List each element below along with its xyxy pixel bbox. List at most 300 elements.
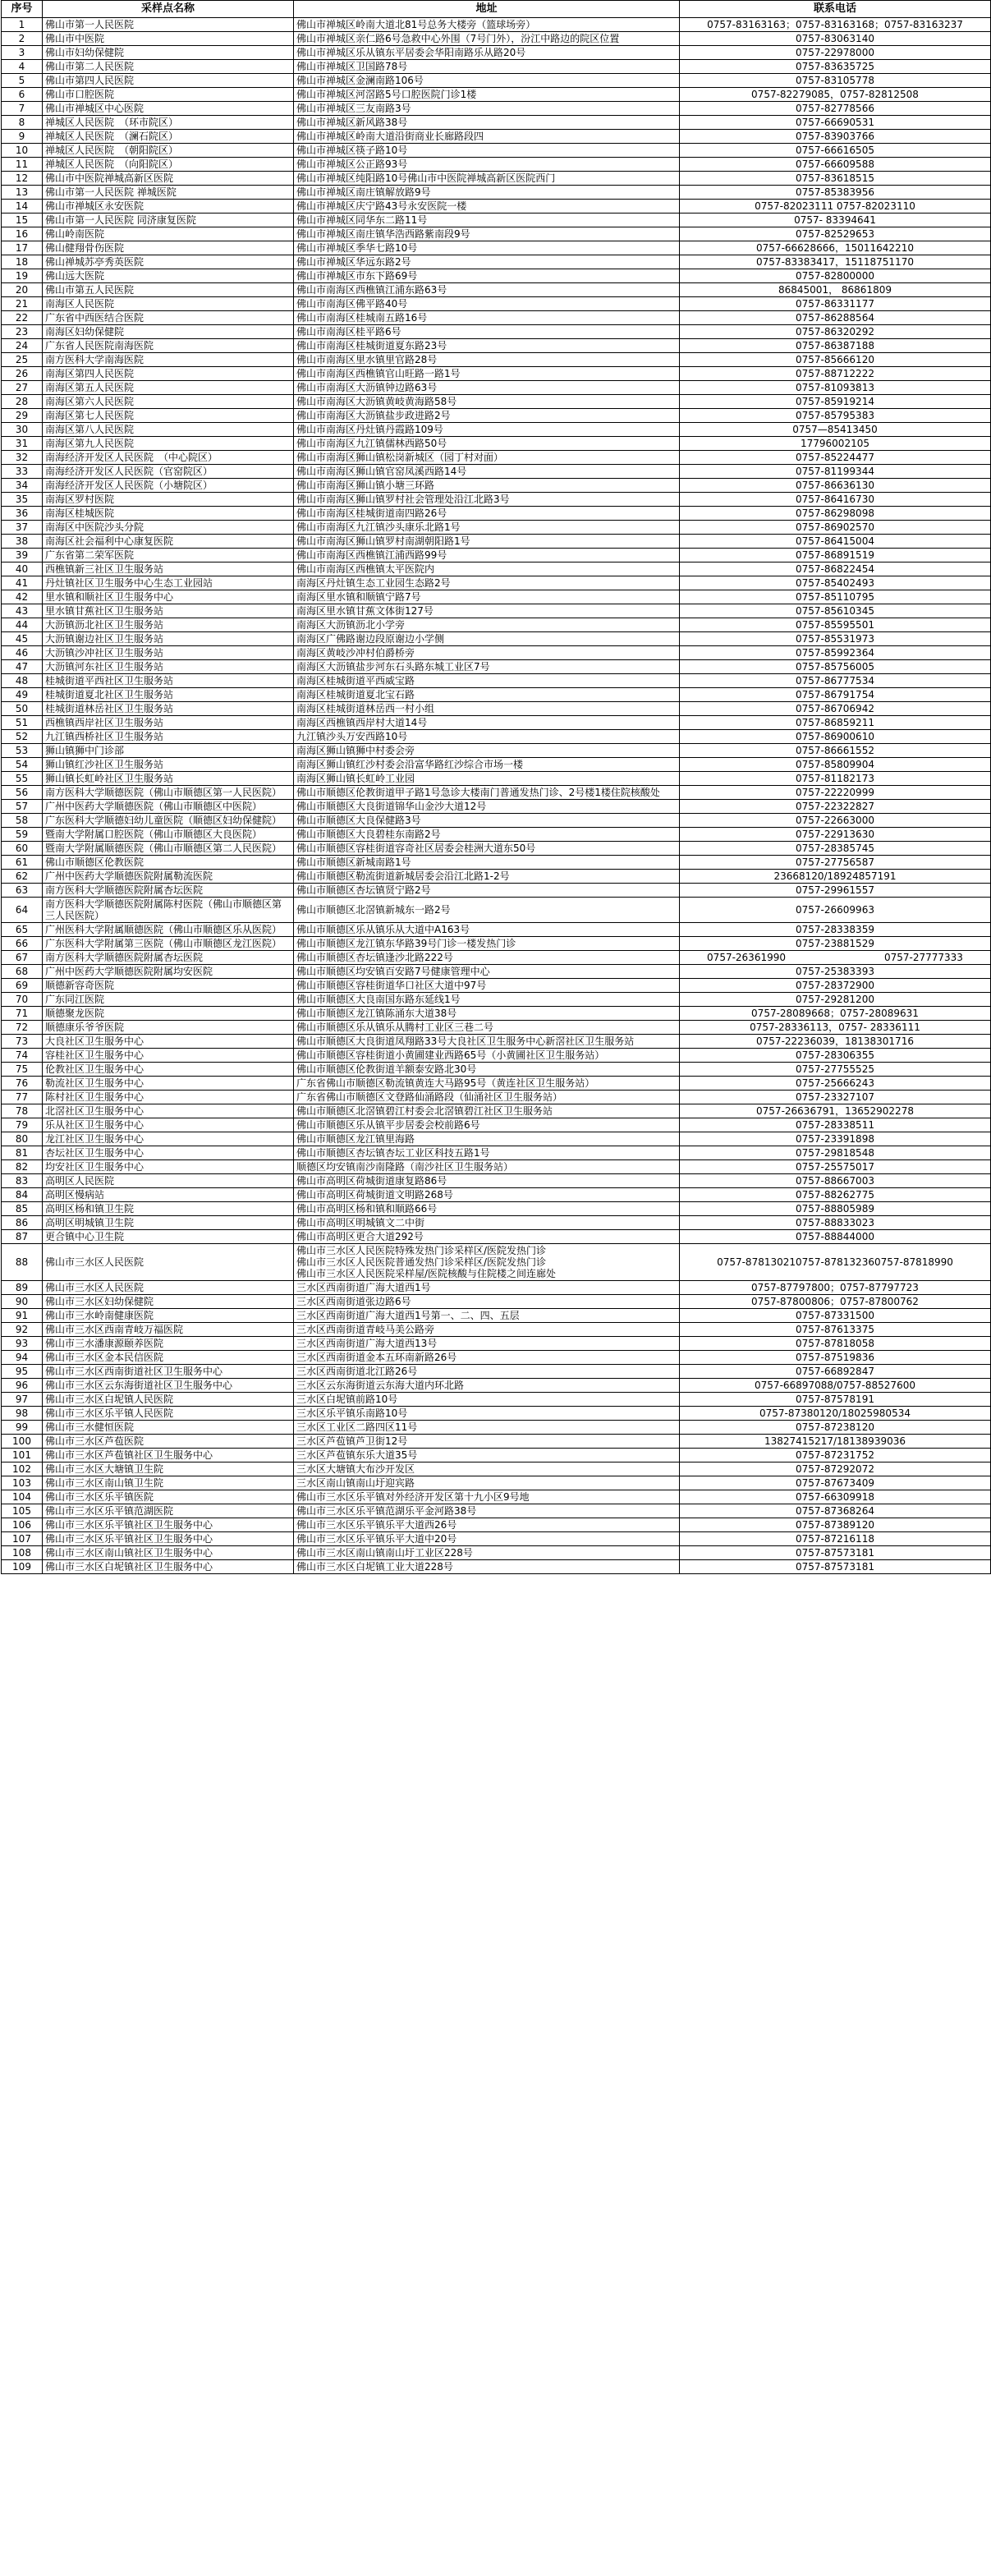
site-address: 佛山市禅城区同华东二路11号 — [294, 214, 680, 227]
site-phone: 0757-85595501 — [680, 618, 991, 632]
row-index: 88 — [2, 1244, 43, 1281]
site-phone: 0757-88262775 — [680, 1188, 991, 1202]
site-name: 佛山市口腔医院 — [43, 88, 294, 102]
header-row — [2, 1, 991, 18]
site-address: 三水区大塘镇大布沙开发区 — [294, 1462, 680, 1476]
table-row — [2, 1091, 991, 1104]
site-name: 广东省中西医结合医院 — [43, 311, 294, 325]
row-index: 52 — [2, 730, 43, 744]
table-row — [2, 255, 991, 269]
site-phone: 0757-87800806；0757-87800762 — [680, 1295, 991, 1309]
site-name: 佛山市三水区人民医院 — [43, 1281, 294, 1295]
site-name: 佛山市第一人民医院 — [43, 18, 294, 32]
row-index: 107 — [2, 1532, 43, 1546]
site-address: 三水区芦苞镇东乐大道35号 — [294, 1449, 680, 1462]
site-address: 佛山市南海区西樵镇江浦西路99号 — [294, 549, 680, 562]
site-address: 佛山市南海区西樵镇太平医院内 — [294, 562, 680, 576]
site-name: 南海区第四人民医院 — [43, 367, 294, 381]
site-phone: 0757-87380120/18025980534 — [680, 1407, 991, 1421]
site-name: 佛山市三水潘康源颐养医院 — [43, 1337, 294, 1351]
site-name: 佛山岭南医院 — [43, 227, 294, 241]
site-name: 龙江社区卫生服务中心 — [43, 1132, 294, 1146]
site-name: 乐从社区卫生服务中心 — [43, 1118, 294, 1132]
site-address: 佛山市南海区大沥镇黄岐黄海路58号 — [294, 395, 680, 409]
site-phone: 0757-66690531 — [680, 116, 991, 130]
site-phone: 0757-82023111 0757-82023110 — [680, 200, 991, 214]
table-row — [2, 311, 991, 325]
site-address: 三水区白坭镇前路10号 — [294, 1393, 680, 1407]
site-address: 南海区狮山镇红沙村委会沿富华路红沙综合市场一楼 — [294, 758, 680, 772]
row-index: 28 — [2, 395, 43, 409]
table-row — [2, 1077, 991, 1091]
site-phone: 0757-29961557 — [680, 884, 991, 898]
row-index: 30 — [2, 423, 43, 437]
site-address: 佛山市禅城区季华七路10号 — [294, 241, 680, 255]
site-address: 佛山市顺德区均安镇百安路7号健康管理中心 — [294, 965, 680, 979]
row-index: 47 — [2, 660, 43, 674]
site-address: 佛山市南海区九江镇儒林西路50号 — [294, 437, 680, 451]
site-name: 南海区第五人民医院 — [43, 381, 294, 395]
site-phone: 0757-81093813 — [680, 381, 991, 395]
site-address: 佛山市禅城区卫国路78号 — [294, 60, 680, 74]
row-index: 77 — [2, 1091, 43, 1104]
table-row — [2, 395, 991, 409]
row-index: 69 — [2, 979, 43, 993]
site-phone: 0757-82800000 — [680, 269, 991, 283]
site-phone: 13827415217/18138939036 — [680, 1435, 991, 1449]
site-name: 南海区第八人民医院 — [43, 423, 294, 437]
table-row — [2, 674, 991, 688]
site-address: 三水区西南街道广海大道西1号 — [294, 1281, 680, 1295]
row-index: 16 — [2, 227, 43, 241]
site-name: 佛山市三水区西南青岐万福医院 — [43, 1323, 294, 1337]
row-index: 82 — [2, 1160, 43, 1174]
site-name: 南方医科大学顺德医院附属杏坛医院 — [43, 951, 294, 965]
site-address: 三水区西南街道广海大道西13号 — [294, 1337, 680, 1351]
site-address: 佛山市顺德区龙江镇东华路39号门诊一楼发热门诊 — [294, 937, 680, 951]
site-address: 南海区桂城街道平西威宝路 — [294, 674, 680, 688]
site-phone: 0757-28306355 — [680, 1049, 991, 1063]
site-phone: 0757-87818058 — [680, 1337, 991, 1351]
table-row — [2, 590, 991, 604]
site-name: 佛山市妇幼保健院 — [43, 46, 294, 60]
table-row — [2, 479, 991, 493]
table-row — [2, 60, 991, 74]
site-name: 南海经济开发区人民医院（小塘院区） — [43, 479, 294, 493]
row-index: 80 — [2, 1132, 43, 1146]
site-phone: 0757-87578191 — [680, 1393, 991, 1407]
site-address: 佛山市南海区桂城街道夏东路23号 — [294, 339, 680, 353]
site-name: 佛山市三水区芦苞医院 — [43, 1435, 294, 1449]
site-name: 佛山市中医院禅城高新区医院 — [43, 172, 294, 186]
site-name: 大沥镇谢边社区卫生服务站 — [43, 632, 294, 646]
site-phone: 0757-82529653 — [680, 227, 991, 241]
table-row — [2, 1351, 991, 1365]
site-address: 九江镇沙头万安西路10号 — [294, 730, 680, 744]
row-index: 20 — [2, 283, 43, 297]
row-index: 99 — [2, 1421, 43, 1435]
site-phone: 0757-27755525 — [680, 1063, 991, 1077]
row-index: 62 — [2, 870, 43, 884]
site-address: 佛山市禅城区庆宁路43号永安医院一楼 — [294, 200, 680, 214]
site-name: 佛山市第一人民医院 同济康复医院 — [43, 214, 294, 227]
table-row — [2, 618, 991, 632]
row-index: 43 — [2, 604, 43, 618]
site-name: 佛山健翔骨伤医院 — [43, 241, 294, 255]
site-address: 佛山市高明区杨和镇和顺路66号 — [294, 1202, 680, 1216]
table-row — [2, 1323, 991, 1337]
table-row — [2, 1244, 991, 1281]
row-index: 49 — [2, 688, 43, 702]
site-name: 顺德新容奇医院 — [43, 979, 294, 993]
row-index: 33 — [2, 465, 43, 479]
site-address: 佛山市南海区佛平路40号 — [294, 297, 680, 311]
table-row — [2, 1421, 991, 1435]
table-header — [2, 1, 991, 18]
site-name: 佛山市三水区云东海街道社区卫生服务中心 — [43, 1379, 294, 1393]
table-row — [2, 297, 991, 311]
site-phone: 0757-86415004 — [680, 535, 991, 549]
table-row — [2, 32, 991, 46]
row-index: 85 — [2, 1202, 43, 1216]
site-name: 佛山市三水区芦苞镇社区卫生服务中心 — [43, 1449, 294, 1462]
site-address: 佛山市顺德区乐从镇平步居委会校前路6号 — [294, 1118, 680, 1132]
row-index: 103 — [2, 1476, 43, 1490]
site-address: 佛山市顺德区北滘镇碧江村委会北滘镇碧江社区卫生服务站 — [294, 1104, 680, 1118]
table-row — [2, 979, 991, 993]
site-name: 佛山市三水区乐平镇范湖医院 — [43, 1504, 294, 1518]
table-body — [2, 18, 991, 1574]
site-phone: 0757-26609963 — [680, 898, 991, 923]
row-index: 90 — [2, 1295, 43, 1309]
site-phone: 0757-86636130 — [680, 479, 991, 493]
site-name: 顺德康乐爷爷医院 — [43, 1021, 294, 1035]
site-address: 佛山市南海区西樵镇江浦东路63号 — [294, 283, 680, 297]
site-name: 佛山市第五人民医院 — [43, 283, 294, 297]
table-row — [2, 18, 991, 32]
row-index: 106 — [2, 1518, 43, 1532]
row-index: 15 — [2, 214, 43, 227]
site-name: 广东同江医院 — [43, 993, 294, 1007]
site-phone: 0757-88712222 — [680, 367, 991, 381]
row-index: 95 — [2, 1365, 43, 1379]
site-name: 高明区明城镇卫生院 — [43, 1216, 294, 1230]
site-name: 南海区罗村医院 — [43, 493, 294, 507]
site-phone-line: 0757-87813021 — [717, 1256, 796, 1268]
table-row — [2, 339, 991, 353]
site-name: 狮山镇红沙社区卫生服务站 — [43, 758, 294, 772]
site-phone: 0757-86416730 — [680, 493, 991, 507]
site-address: 佛山市南海区桂城街道南四路26号 — [294, 507, 680, 521]
row-index: 24 — [2, 339, 43, 353]
site-name: 西樵镇新三社区卫生服务站 — [43, 562, 294, 576]
site-phone: 0757-86706942 — [680, 702, 991, 716]
site-address: 佛山市顺德区杏坛镇贤宁路2号 — [294, 884, 680, 898]
site-name: 狮山镇长虹岭社区卫生服务站 — [43, 772, 294, 786]
site-name: 南方医科大学顺德医院（佛山市顺德区第一人民医院） — [43, 786, 294, 800]
site-name: 禅城区人民医院 （向阳院区） — [43, 158, 294, 172]
table-row — [2, 1118, 991, 1132]
site-phone: 0757-83163163；0757-83163168；0757-83163237 — [680, 18, 991, 32]
site-name: 桂城街道平西社区卫生服务站 — [43, 674, 294, 688]
site-phone: 0757-66609588 — [680, 158, 991, 172]
table-row — [2, 1449, 991, 1462]
site-name: 佛山市第四人民医院 — [43, 74, 294, 88]
site-phone: 0757-85795383 — [680, 409, 991, 423]
site-phone: 0757-23391898 — [680, 1132, 991, 1146]
site-address: 佛山市三水区乐平镇乐平大道西26号 — [294, 1518, 680, 1532]
site-phone: 0757-66616505 — [680, 144, 991, 158]
table-row — [2, 898, 991, 923]
row-index: 32 — [2, 451, 43, 465]
table-row — [2, 1504, 991, 1518]
table-row — [2, 465, 991, 479]
site-phone: 0757-81182173 — [680, 772, 991, 786]
row-index: 56 — [2, 786, 43, 800]
table-row — [2, 870, 991, 884]
site-phone: 0757-22978000 — [680, 46, 991, 60]
site-phone: 0757-86331177 — [680, 297, 991, 311]
site-name: 佛山市三水区白坭镇人民医院 — [43, 1393, 294, 1407]
site-address: 佛山市南海区桂城南五路16号 — [294, 311, 680, 325]
row-index: 66 — [2, 937, 43, 951]
row-index: 54 — [2, 758, 43, 772]
col-header-address: 地址 — [294, 1, 680, 18]
site-phone: 17796002105 — [680, 437, 991, 451]
site-address: 佛山市禅城区公正路93号 — [294, 158, 680, 172]
row-index: 72 — [2, 1021, 43, 1035]
row-index: 74 — [2, 1049, 43, 1063]
site-phone: 0757-87573181 — [680, 1546, 991, 1560]
table-row — [2, 1174, 991, 1188]
row-index: 73 — [2, 1035, 43, 1049]
row-index: 14 — [2, 200, 43, 214]
site-address: 佛山市禅城区南庄镇华浩西路紫南段9号 — [294, 227, 680, 241]
table-row — [2, 158, 991, 172]
table-row — [2, 1216, 991, 1230]
site-phone: 0757-87292072 — [680, 1462, 991, 1476]
site-address: 南海区桂城街道夏北宝石路 — [294, 688, 680, 702]
table-row — [2, 130, 991, 144]
table-row — [2, 1132, 991, 1146]
site-phone: 0757-22663000 — [680, 814, 991, 828]
site-name: 南海经济开发区人民医院（官窑院区） — [43, 465, 294, 479]
site-address: 南海区广佛路谢边段原谢边小学侧 — [294, 632, 680, 646]
table-row — [2, 800, 991, 814]
site-name: 佛山市三水区乐平镇人民医院 — [43, 1407, 294, 1421]
site-phone: 0757-87238120 — [680, 1421, 991, 1435]
table-row — [2, 576, 991, 590]
site-name: 广州中医药大学顺德医院（佛山市顺德区中医院） — [43, 800, 294, 814]
table-row — [2, 116, 991, 130]
table-row — [2, 1379, 991, 1393]
row-index: 79 — [2, 1118, 43, 1132]
row-index: 51 — [2, 716, 43, 730]
site-address: 三水区乐平镇乐南路10号 — [294, 1407, 680, 1421]
site-address: 佛山市南海区狮山镇罗村社会管理处沿江北路3号 — [294, 493, 680, 507]
row-index: 40 — [2, 562, 43, 576]
site-address: 佛山市顺德区杏坛镇逢沙北路222号 — [294, 951, 680, 965]
row-index: 108 — [2, 1546, 43, 1560]
table-row — [2, 549, 991, 562]
site-address: 佛山市南海区狮山镇松岗新城区（园丁村对面） — [294, 451, 680, 465]
site-address-line: 佛山市三水区人民医院采样屋/医院核酸与住院楼之间连廊处 — [296, 1268, 557, 1279]
site-phone: 0757-88667003 — [680, 1174, 991, 1188]
site-phone: 0757-86661552 — [680, 744, 991, 758]
site-phone: 0757-85756005 — [680, 660, 991, 674]
row-index: 31 — [2, 437, 43, 451]
table-row — [2, 772, 991, 786]
site-phone: 0757-86387188 — [680, 339, 991, 353]
site-name: 禅城区人民医院 （朝阳院区） — [43, 144, 294, 158]
row-index: 71 — [2, 1007, 43, 1021]
sampling-sites-table — [1, 0, 991, 1574]
site-name: 高明区慢病站 — [43, 1188, 294, 1202]
table-row — [2, 993, 991, 1007]
table-row — [2, 1393, 991, 1407]
site-phone — [680, 1244, 991, 1281]
row-index: 37 — [2, 521, 43, 535]
site-address: 佛山市南海区狮山镇小塘三环路 — [294, 479, 680, 493]
site-name: 南海区第九人民医院 — [43, 437, 294, 451]
site-phone: 0757-87613375 — [680, 1323, 991, 1337]
site-phone: 0757-28372900 — [680, 979, 991, 993]
site-name: 佛山市三水区大塘镇卫生院 — [43, 1462, 294, 1476]
row-index: 27 — [2, 381, 43, 395]
site-name: 西樵镇西岸社区卫生服务站 — [43, 716, 294, 730]
row-index: 21 — [2, 297, 43, 311]
site-phone: 0757-85666120 — [680, 353, 991, 367]
site-phone: 0757-85809904 — [680, 758, 991, 772]
site-phone: 0757-86298098 — [680, 507, 991, 521]
row-index: 35 — [2, 493, 43, 507]
site-phone: 0757-66892847 — [680, 1365, 991, 1379]
site-phone: 0757-86822454 — [680, 562, 991, 576]
row-index: 98 — [2, 1407, 43, 1421]
row-index: 101 — [2, 1449, 43, 1462]
site-name: 桂城街道林岳社区卫生服务站 — [43, 702, 294, 716]
site-name: 广东省人民医院南海医院 — [43, 339, 294, 353]
site-address: 三水区西南街道青岐马美公路旁 — [294, 1323, 680, 1337]
site-phone: 0757-23327107 — [680, 1091, 991, 1104]
table-row — [2, 1435, 991, 1449]
row-index: 8 — [2, 116, 43, 130]
site-phone: 0757-28338511 — [680, 1118, 991, 1132]
table-row — [2, 172, 991, 186]
site-address: 佛山市南海区大沥镇盐步政进路2号 — [294, 409, 680, 423]
site-name: 南海经济开发区人民医院 （中心院区） — [43, 451, 294, 465]
site-address: 三水区工业区二路四区11号 — [294, 1421, 680, 1435]
row-index: 5 — [2, 74, 43, 88]
site-address: 佛山市顺德区乐从镇乐从大道中A163号 — [294, 923, 680, 937]
site-phone: 0757—85413450 — [680, 423, 991, 437]
table-row — [2, 1407, 991, 1421]
site-name: 桂城街道夏北社区卫生服务站 — [43, 688, 294, 702]
site-phone: 0757-88844000 — [680, 1230, 991, 1244]
table-row — [2, 241, 991, 255]
table-row — [2, 1560, 991, 1574]
site-address: 佛山市禅城区亲仁路6号急救中心外围（7号门外），汾江中路边的院区位置 — [294, 32, 680, 46]
site-phone: 0757-28336113，0757- 28336111 — [680, 1021, 991, 1035]
table-row — [2, 381, 991, 395]
col-header-index: 序号 — [2, 1, 43, 18]
table-row — [2, 1104, 991, 1118]
site-address: 佛山市南海区西樵镇官山旺路一路1号 — [294, 367, 680, 381]
site-address: 佛山市顺德区龙江镇里海路 — [294, 1132, 680, 1146]
row-index: 38 — [2, 535, 43, 549]
row-index: 92 — [2, 1323, 43, 1337]
table-row — [2, 1518, 991, 1532]
table-row — [2, 965, 991, 979]
table-row — [2, 1462, 991, 1476]
row-index: 87 — [2, 1230, 43, 1244]
row-index: 11 — [2, 158, 43, 172]
row-index: 41 — [2, 576, 43, 590]
site-address: 佛山市顺德区新城南路1号 — [294, 856, 680, 870]
table-row — [2, 507, 991, 521]
site-address: 佛山市禅城区华远东路2号 — [294, 255, 680, 269]
row-index: 19 — [2, 269, 43, 283]
site-address: 顺德区均安镇南沙南隆路（南沙社区卫生服务站） — [294, 1160, 680, 1174]
site-phone: 0757-25575017 — [680, 1160, 991, 1174]
table-row — [2, 604, 991, 618]
site-address: 佛山市顺德区乐从镇乐从腾村工业区三巷二号 — [294, 1021, 680, 1035]
site-name: 南海区人民医院 — [43, 297, 294, 311]
site-address: 佛山市禅城区南庄镇解放路9号 — [294, 186, 680, 200]
site-phone: 0757-83383417，15118751170 — [680, 255, 991, 269]
site-address: 广东省佛山市顺德区勒流镇黄连大马路95号（黄连社区卫生服务站） — [294, 1077, 680, 1091]
site-name: 佛山市三水区金本民信医院 — [43, 1351, 294, 1365]
row-index: 18 — [2, 255, 43, 269]
row-index: 94 — [2, 1351, 43, 1365]
table-row — [2, 493, 991, 507]
table-row — [2, 200, 991, 214]
table-row — [2, 1337, 991, 1351]
site-phone: 86845001， 86861809 — [680, 283, 991, 297]
table-row — [2, 269, 991, 283]
site-name: 勒流社区卫生服务中心 — [43, 1077, 294, 1091]
row-index: 29 — [2, 409, 43, 423]
table-row — [2, 186, 991, 200]
table-row — [2, 1049, 991, 1063]
site-phone: 0757-28089668；0757-28089631 — [680, 1007, 991, 1021]
site-address: 佛山市顺德区大良碧桂东南路2号 — [294, 828, 680, 842]
site-phone: 0757-85224477 — [680, 451, 991, 465]
row-index: 105 — [2, 1504, 43, 1518]
site-name: 陈村社区卫生服务中心 — [43, 1091, 294, 1104]
site-phone: 0757-22913630 — [680, 828, 991, 842]
site-name: 南海区社会福利中心康复医院 — [43, 535, 294, 549]
site-phone: 0757-25383393 — [680, 965, 991, 979]
site-name: 大沥镇沙冲社区卫生服务站 — [43, 646, 294, 660]
table-row — [2, 325, 991, 339]
table-row — [2, 521, 991, 535]
table-row — [2, 1063, 991, 1077]
table-row — [2, 1309, 991, 1323]
site-address — [294, 1244, 680, 1281]
row-index: 86 — [2, 1216, 43, 1230]
site-address-line: 佛山市三水区人民医院普通发热门诊采样区/医院发热门诊 — [296, 1256, 547, 1268]
table-row — [2, 1295, 991, 1309]
site-address: 佛山市顺德区大良保健路3号 — [294, 814, 680, 828]
site-address: 佛山市三水区乐平镇范湖乐平金河路38号 — [294, 1504, 680, 1518]
site-name: 佛山市中医院 — [43, 32, 294, 46]
table-row — [2, 227, 991, 241]
site-address: 三水区西南街道北江路26号 — [294, 1365, 680, 1379]
site-address: 佛山市高明区更合大道292号 — [294, 1230, 680, 1244]
site-name: 丹灶镇社区卫生服务中心生态工业园站 — [43, 576, 294, 590]
row-index: 78 — [2, 1104, 43, 1118]
